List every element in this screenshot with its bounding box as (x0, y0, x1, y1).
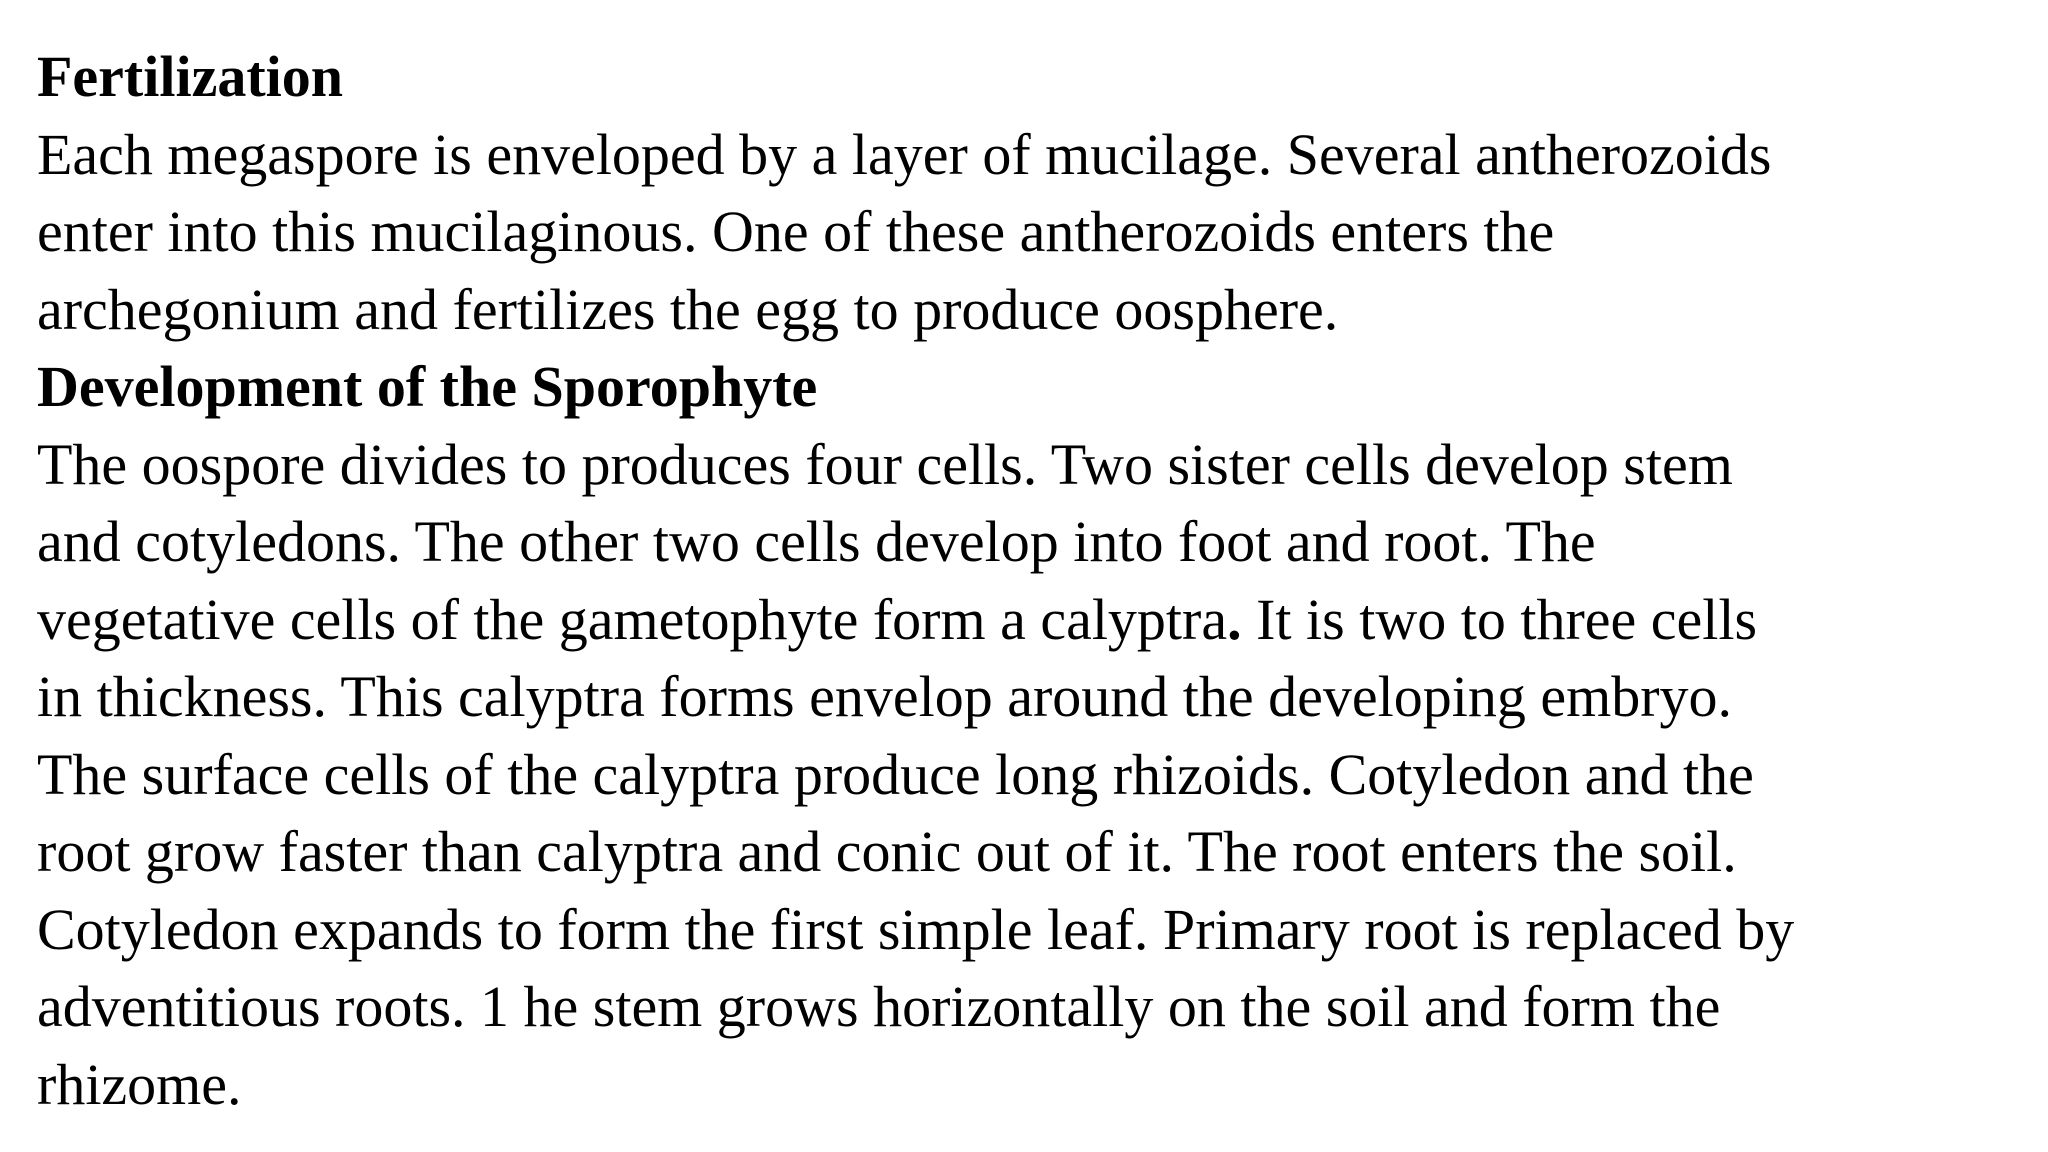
paragraph-line: The oospore divides to produces four cells. Two sister cells develop stem (37, 431, 1733, 497)
paragraph-line: and cotyledons. The other two cells develop into foot and root. The (37, 509, 1596, 574)
text-segment: It is two to three cells (1241, 586, 1758, 652)
paragraph-line: archegonium and fertilizes the egg to produce oosphere. (37, 276, 1339, 342)
paragraph-line: root grow faster than calyptra and conic out of it. The root enters the soil. (37, 819, 1737, 884)
paragraph-line: Each megaspore is enveloped by a layer of mucilage. Several antherozoids (37, 121, 1772, 187)
paragraph-line: enter into this mucilaginous. One of these antherozoids enters the (37, 199, 1555, 264)
bold-period: . (1227, 586, 1242, 652)
paragraph-line: The surface cells of the calyptra produce long rhizoids. Cotyledon and the (37, 741, 1754, 807)
text-segment: vegetative cells of the gametophyte form a calyptra (37, 586, 1228, 652)
paragraph-line: Cotyledon expands to form the first simple leaf. Primary root is replaced by (37, 896, 1795, 962)
paragraph-line: in thickness. This calyptra forms envelop around the developing embryo. (37, 664, 1733, 729)
paragraph-line: rhizome. (37, 1051, 242, 1117)
heading-development-of-sporophyte: Development of the Sporophyte (37, 354, 818, 419)
paragraph-line (37, 581, 1977, 659)
paragraph-line: adventitious roots. 1 he stem grows horizontally on the soil and form the (37, 974, 1721, 1039)
document-page (37, 38, 1977, 1123)
heading-fertilization: Fertilization (37, 44, 344, 109)
